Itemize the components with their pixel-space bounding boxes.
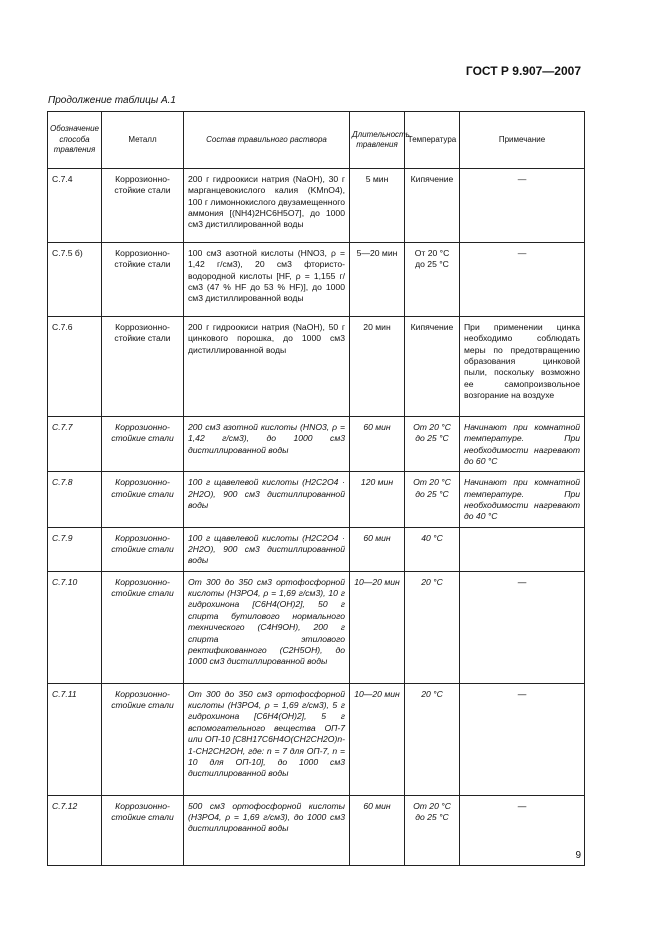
row-composition: 100 г щавелевой кислоты (H2C2O4 · 2H2O), 900 см3 дистиллированной воды (184, 527, 350, 571)
row-composition: От 300 до 350 см3 ортофосфорной кислоты (H3PO4, ρ = 1,69 г/см3), 5 г гидрохинона [C6H4(OH)2], 5 г вспомогательного вещества ОП-7 или ОП-10 [C8H17C6H4O(CH2CH2O)n-1-CH2CH2OH, где: n = 7 для ОП-7, n = 10 для ОП-10], до 1000 см3 дистиллированной воды (184, 683, 350, 795)
row-code: С.7.4 (48, 169, 102, 243)
table-row (48, 795, 585, 865)
col-header-duration: Длительность травления (350, 112, 405, 169)
table-row (48, 571, 585, 683)
row-temperature: 20 °С (405, 683, 460, 795)
row-metal: Коррозионно-стойкие стали (102, 472, 184, 527)
row-temperature: От 20 °С до 25 °С (405, 417, 460, 472)
row-temperature: 40 °С (405, 527, 460, 571)
row-duration: 10—20 мин (350, 683, 405, 795)
row-temperature: От 20 °С до 25 °С (405, 472, 460, 527)
row-composition: 200 см3 азотной кислоты (HNO3, ρ = 1,42 г/см3), до 1000 см3 дистиллированной воды (184, 417, 350, 472)
table-row (48, 683, 585, 795)
col-header-composition: Состав травильного раствора (184, 112, 350, 169)
table-row (48, 527, 585, 571)
row-metal: Коррозионно-стойкие стали (102, 683, 184, 795)
table-header-row (48, 112, 585, 169)
row-composition: 100 г щавелевой кислоты (H2C2O4 · 2H2O), 900 см3 дистиллированной воды (184, 472, 350, 527)
document-code: ГОСТ Р 9.907—2007 (465, 64, 581, 78)
table-caption: Продолжение таблицы А.1 (48, 95, 176, 106)
row-note: При применении цинка необходимо соблюдать меры по предотвращению образования цинковой пыли, поскольку возможно ее самопроизвольное возгорание на воздухе (460, 317, 585, 417)
table-row (48, 317, 585, 417)
row-code: С.7.9 (48, 527, 102, 571)
row-code: С.7.6 (48, 317, 102, 417)
row-metal: Коррозионно-стойкие стали (102, 317, 184, 417)
table-row (48, 417, 585, 472)
row-temperature: Кипячение (405, 169, 460, 243)
row-temperature: Кипячение (405, 317, 460, 417)
row-note: Начинают при комнатной температуре. При необходимости нагревают до 60 °С (460, 417, 585, 472)
row-duration: 120 мин (350, 472, 405, 527)
table-row (48, 169, 585, 243)
row-metal: Коррозионно-стойкие стали (102, 795, 184, 865)
row-code: С.7.7 (48, 417, 102, 472)
row-composition: 200 г гидроокиси натрия (NaOH), 30 г марганцевокислого калия (KMnO4), 100 г лимоннокислого двузамещенного аммония [(NH4)2HC6H5O7], до 1000 см3 дистиллированной воды (184, 169, 350, 243)
row-composition: От 300 до 350 см3 ортофосфорной кислоты (H3PO4, ρ = 1,69 г/см3), 10 г гидрохинона [C6H4(OH)2], 50 г спирта бутилового нормального технического (C4H9OH), 200 г спирта этилового ректификованного (C2H5OH), до 1000 см3 дистиллированной воды (184, 571, 350, 683)
row-composition: 100 см3 азотной кислоты (HNO3, ρ = 1,42 г/см3), 20 см3 фтористо-водородной кислоты [HF, ρ = 1,155 г/см3 (47 % HF до 53 % HF)], до 1000 см3 дистиллированной воды (184, 243, 350, 317)
row-note: — (460, 169, 585, 243)
row-duration: 20 мин (350, 317, 405, 417)
col-header-temperature: Температура (405, 112, 460, 169)
row-code: С.7.10 (48, 571, 102, 683)
row-note: Начинают при комнатной температуре. При необходимости нагревают до 40 °С (460, 472, 585, 527)
row-composition: 500 см3 ортофосфорной кислоты (H3PO4, ρ = 1,69 г/см3), до 1000 см3 дистиллированной воды (184, 795, 350, 865)
row-duration: 60 мин (350, 417, 405, 472)
row-duration: 5—20 мин (350, 243, 405, 317)
table-row (48, 472, 585, 527)
row-metal: Коррозионно-стойкие стали (102, 243, 184, 317)
row-metal: Коррозионно-стойкие стали (102, 527, 184, 571)
row-temperature: 20 °С (405, 571, 460, 683)
row-metal: Коррозионно-стойкие стали (102, 417, 184, 472)
row-duration: 5 мин (350, 169, 405, 243)
etching-table (47, 111, 585, 866)
table-row (48, 243, 585, 317)
col-header-metal: Металл (102, 112, 184, 169)
row-temperature: От 20 °С до 25 °С (405, 243, 460, 317)
page-number: 9 (575, 850, 581, 861)
row-note: — (460, 795, 585, 865)
row-duration: 60 мин (350, 527, 405, 571)
row-code: С.7.12 (48, 795, 102, 865)
row-note: — (460, 571, 585, 683)
row-note: — (460, 683, 585, 795)
row-duration: 60 мин (350, 795, 405, 865)
row-code: С.7.8 (48, 472, 102, 527)
col-header-note: Примечание (460, 112, 585, 169)
row-duration: 10—20 мин (350, 571, 405, 683)
row-code: С.7.5 б) (48, 243, 102, 317)
row-metal: Коррозионно-стойкие стали (102, 571, 184, 683)
row-composition: 200 г гидроокиси натрия (NaOH), 50 г цинкового порошка, до 1000 см3 дистиллированной воды (184, 317, 350, 417)
row-code: С.7.11 (48, 683, 102, 795)
row-note (460, 527, 585, 571)
col-header-code: Обозначение способа травления (48, 112, 102, 169)
row-note: — (460, 243, 585, 317)
row-temperature: От 20 °С до 25 °С (405, 795, 460, 865)
row-metal: Коррозионно-стойкие стали (102, 169, 184, 243)
